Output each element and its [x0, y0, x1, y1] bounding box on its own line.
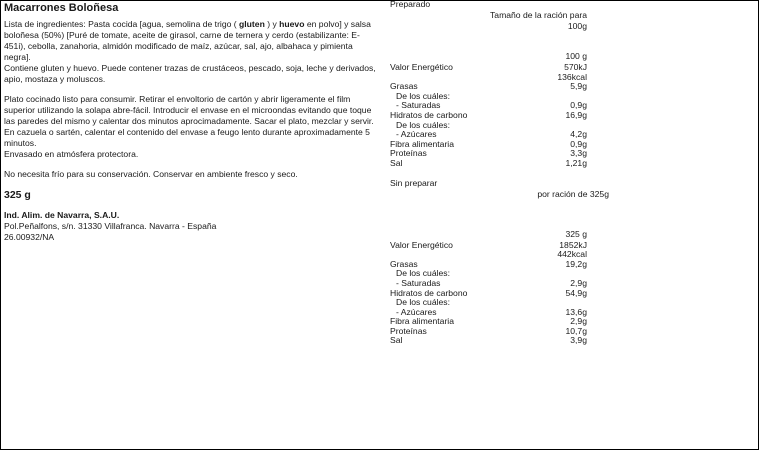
manufacturer-address: Pol.Peñalfons, s/n. 31330 Villafranca. Navarra - España: [4, 221, 217, 231]
unprepared-section-header: [390, 179, 755, 190]
unprepared-table: [390, 241, 755, 347]
prepared-serving-caption: Tamaño de la ración para: [490, 10, 587, 20]
table-row: Sal 3,9g: [390, 335, 587, 346]
unprepared-heading: Sin preparar: [390, 177, 438, 188]
unprepared-col-header-row: [390, 230, 755, 241]
table-row: Valor Energético 1852kJ: [390, 239, 587, 250]
product-title: Macarrones Boloñesa: [4, 2, 119, 14]
table-row: De los cuáles:: [396, 119, 450, 130]
prepared-serving-size: 100g: [567, 21, 587, 31]
table-row: De los cuáles:: [396, 268, 450, 279]
table-row: - Azúcares 13,6g: [396, 306, 587, 317]
table-row: Grasas 5,9g: [390, 81, 587, 92]
storage-note: No necesita frío para su conservación. Conservar en ambiente fresco y seco.: [4, 169, 298, 179]
table-row: - Saturadas 2,9g: [396, 277, 587, 288]
prepared-heading: Preparado: [390, 0, 431, 9]
net-weight: 325 g: [4, 189, 31, 201]
table-row: Fibra alimentaria 0,9g: [390, 138, 587, 149]
table-row: Proteínas 10,7g: [390, 325, 587, 336]
unprepared-col-header: 325 g: [565, 228, 587, 239]
table-row: Valor Energético 570kJ: [390, 62, 587, 72]
ingredients-suffix: en polvo] y salsa boloñesa (50%) [Puré de tomate, aceite de girasol, carne de ternera y cerdo (estabilizante: E-451i), cebolla, zanahoria, almidón modificado de maíz, azúcar, sal, ajo, albahaca y pimienta negra].: [4, 19, 371, 62]
ingredients-prefix: Lista de ingredientes: Pasta cocida [agua, semolina de trigo (: [4, 19, 240, 29]
packaging-note: Envasado en atmósfera protectora.: [4, 149, 139, 159]
table-row: 442kcal: [557, 249, 587, 260]
allergen-gluten: gluten: [239, 19, 265, 29]
preparation-instructions: Plato cocinado listo para consumir. Retirar el envoltorio de cartón y abrir ligeramente el film superior utilizando la solapa abre-fácil. Introducir el envase en el microondas evitando que toque las paredes del mismo y calentar dos minutos aprocimadamente. Sacar el plato, mezclar y servir. En cazuela o sartén, calentar el contenido del envase a feugo lento durante aproximadamente 5 minutos.: [4, 94, 374, 148]
table-row: Sal 1,21g: [390, 157, 587, 168]
table-row: Fibra alimentaria 2,9g: [390, 316, 587, 327]
product-info-column: [4, 2, 379, 243]
table-row: 136kcal: [557, 71, 587, 82]
unprepared-serving-caption-row: [390, 190, 755, 201]
registry-number: 26.00932/NA: [4, 232, 55, 242]
table-row: - Saturadas 0,9g: [396, 100, 587, 111]
ingredients-mid: ) y: [264, 19, 280, 29]
ingredients-list: [4, 19, 379, 63]
table-row: Hidratos de carbono 54,9g: [390, 287, 587, 298]
nutrition-column: [390, 0, 755, 346]
table-row: Hidratos de carbono 16,9g: [390, 109, 587, 120]
prepared-serving-size-row: [390, 22, 755, 33]
prepared-col-header: 100 g: [565, 51, 587, 61]
allergen-egg: huevo: [279, 19, 305, 29]
unprepared-serving-caption: por ración de 325g: [537, 188, 609, 199]
manufacturer-name: Ind. Alim. de Navarra, S.A.U.: [4, 210, 120, 220]
table-row: Grasas 19,2g: [390, 258, 587, 269]
table-row: Proteínas 3,3g: [390, 148, 587, 159]
prepared-table: [390, 63, 755, 169]
table-row: - Azúcares 4,2g: [396, 129, 587, 140]
allergen-statement: Contiene gluten y huevo. Puede contener trazas de crustáceos, pescado, soja, leche y derivados, apio, mostaza y moluscos.: [4, 63, 376, 84]
table-row: De los cuáles:: [396, 297, 450, 308]
table-row: De los cuáles:: [396, 90, 450, 101]
